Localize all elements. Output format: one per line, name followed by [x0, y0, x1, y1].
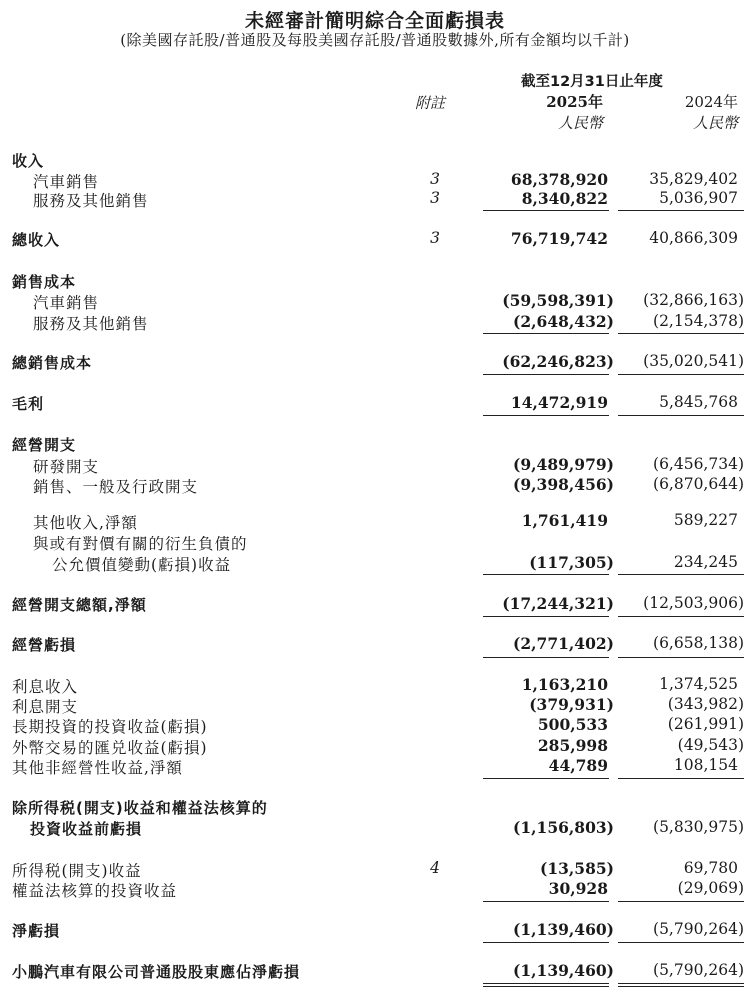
statement-row: [0, 675, 750, 697]
value-2024: 5,036,907: [659, 189, 738, 207]
value-2024: 69,780: [683, 859, 738, 877]
value-2024: (2,154,378): [653, 312, 744, 330]
row-note: 3: [430, 229, 440, 247]
year-current-header: 2025年: [546, 93, 603, 111]
value-2024: (343,982): [667, 695, 744, 713]
subtotal-rule: [618, 616, 744, 617]
total-double-rule: [618, 986, 744, 987]
note-column-header: 附註: [415, 94, 446, 112]
value-2025: 76,719,742: [510, 229, 608, 248]
subtotal-rule: [618, 333, 744, 334]
value-2025: (379,931): [529, 695, 614, 714]
row-label: 研發開支: [33, 458, 100, 476]
row-label: 投資收益前虧損: [30, 820, 143, 838]
value-2024: 35,829,402: [649, 170, 738, 188]
row-label: 銷售成本: [12, 273, 77, 291]
row-label: 其他非經營性收益,淨額: [12, 759, 183, 777]
value-2024: (6,658,138): [653, 634, 744, 652]
value-2025: 30,928: [548, 879, 608, 898]
total-double-rule: [483, 983, 609, 984]
row-note: 3: [430, 170, 440, 188]
subtotal-rule: [618, 415, 744, 416]
value-2025: 1,761,419: [521, 511, 608, 530]
statement-row: [0, 818, 750, 840]
subtotal-rule: [618, 942, 744, 943]
value-2025: (1,139,460): [513, 961, 614, 980]
statement-row: [0, 393, 750, 415]
value-2024: (35,020,541): [643, 352, 744, 370]
value-2024: (12,503,906): [643, 594, 744, 612]
statement-row: [0, 594, 750, 616]
statement-row: [0, 859, 750, 881]
value-2025: (1,139,460): [513, 920, 614, 939]
subtotal-rule: [483, 616, 609, 617]
row-label: 長期投資的投資收益(虧損): [12, 718, 208, 736]
row-label: 小鵬汽車有限公司普通股股東應佔淨虧損: [12, 963, 301, 981]
row-label: 經營開支總額,淨額: [12, 596, 147, 614]
value-2024: 1,374,525: [659, 675, 738, 693]
subtotal-rule: [618, 778, 744, 779]
value-2024: (6,456,734): [653, 455, 744, 473]
value-2025: (2,771,402): [513, 634, 614, 653]
value-2024: (32,866,163): [643, 291, 744, 309]
subtotal-rule: [483, 778, 609, 779]
value-2024: 589,227: [673, 511, 738, 529]
total-double-rule: [483, 986, 609, 987]
value-2025: (1,156,803): [513, 818, 614, 837]
value-2025: (17,244,321): [502, 594, 614, 613]
subtotal-rule: [483, 210, 609, 211]
row-label: 銷售、一般及行政開支: [33, 478, 199, 496]
row-label: 收入: [12, 152, 45, 170]
total-double-rule: [618, 983, 744, 984]
subtotal-rule: [483, 901, 609, 902]
value-2024: (5,830,975): [653, 818, 744, 836]
value-2025: (117,305): [529, 553, 614, 572]
row-label: 汽車銷售: [33, 173, 100, 191]
subtotal-rule: [618, 574, 744, 575]
statement-row: [0, 455, 750, 477]
subtotal-rule: [483, 657, 609, 658]
value-2025: 1,163,210: [521, 675, 608, 694]
statement-row: [0, 961, 750, 983]
value-2024: (5,790,264): [653, 961, 744, 979]
statement-row: [0, 532, 750, 554]
statement-row: [0, 229, 750, 251]
value-2025: 68,378,920: [510, 170, 608, 189]
value-2024: 40,866,309: [649, 229, 738, 247]
value-2025: 500,533: [537, 715, 608, 734]
value-2024: 234,245: [673, 553, 738, 571]
value-2025: 44,789: [548, 756, 608, 775]
row-label: 外幣交易的匯兑收益(虧損): [12, 739, 208, 757]
currency-prior-header: 人民幣: [692, 114, 738, 132]
statement-row: [0, 511, 750, 533]
value-2024: (49,543): [677, 736, 744, 754]
subtotal-rule: [483, 574, 609, 575]
subtotal-rule: [483, 374, 609, 375]
row-label: 總收入: [12, 231, 61, 249]
statement-row: [0, 291, 750, 313]
value-2025: (9,489,979): [513, 455, 614, 474]
statement-row: [0, 797, 750, 819]
statement-row: [0, 879, 750, 901]
subtotal-rule: [618, 374, 744, 375]
statement-row: [0, 352, 750, 374]
row-label: 汽車銷售: [33, 294, 100, 312]
row-label: 總銷售成本: [12, 354, 93, 372]
row-label: 利息收入: [12, 678, 79, 696]
subtotal-rule: [483, 942, 609, 943]
subtotal-rule: [618, 210, 744, 211]
row-label: 與或有對價有關的衍生負債的: [33, 535, 248, 553]
value-2025: 14,472,919: [510, 393, 608, 412]
row-label: 所得税(開支)收益: [12, 862, 142, 880]
value-2024: 108,154: [673, 756, 738, 774]
row-label: 權益法核算的投資收益: [12, 882, 178, 900]
row-note: 3: [430, 189, 440, 207]
statement-row: [0, 434, 750, 456]
row-label: 服務及其他銷售: [33, 315, 149, 333]
statement-row: [0, 150, 750, 172]
value-2025: (59,598,391): [502, 291, 614, 310]
row-label: 經營開支: [12, 436, 77, 454]
statement-row: [0, 312, 750, 334]
subtotal-rule: [618, 901, 744, 902]
statement-row: [0, 695, 750, 717]
statement-row: [0, 475, 750, 497]
value-2024: (6,870,644): [653, 475, 744, 493]
statement-row: [0, 189, 750, 211]
row-label: 公允價值變動(虧損)收益: [52, 556, 232, 574]
value-2025: (13,585): [540, 859, 614, 878]
value-2025: 285,998: [537, 736, 608, 755]
value-2025: (2,648,432): [513, 312, 614, 331]
row-note: 4: [430, 859, 440, 877]
statement-title: 未經審計簡明綜合全面虧損表: [244, 10, 505, 32]
value-2024: (29,069): [677, 879, 744, 897]
statement-row: [0, 634, 750, 656]
subtotal-rule: [483, 333, 609, 334]
statement-row: [0, 756, 750, 778]
row-label: 其他收入,淨額: [33, 514, 138, 532]
row-label: 淨虧損: [12, 922, 61, 940]
row-label: 毛利: [12, 395, 45, 413]
row-label: 除所得税(開支)收益和權益法核算的: [12, 799, 268, 817]
value-2024: (5,790,264): [653, 920, 744, 938]
statement-row: [0, 271, 750, 293]
statement-row: [0, 920, 750, 942]
value-2025: (62,246,823): [502, 352, 614, 371]
currency-current-header: 人民幣: [557, 114, 603, 132]
year-prior-header: 2024年: [684, 93, 738, 111]
subtotal-rule: [618, 657, 744, 658]
row-label: 服務及其他銷售: [33, 192, 149, 210]
period-header: 截至12月31日止年度: [521, 74, 663, 90]
row-label: 利息開支: [12, 698, 79, 716]
statement-subtitle: (除美國存託股/普通股及每股美國存託股/普通股數據外,所有金額均以千計): [120, 31, 630, 49]
row-label: 經營虧損: [12, 636, 77, 654]
value-2025: (9,398,456): [513, 475, 614, 494]
subtotal-rule: [483, 415, 609, 416]
value-2024: 5,845,768: [659, 393, 738, 411]
value-2024: (261,991): [667, 715, 744, 733]
value-2025: 8,340,822: [521, 189, 608, 208]
statement-row: [0, 736, 750, 758]
statement-row: [0, 715, 750, 737]
statement-row: [0, 553, 750, 575]
